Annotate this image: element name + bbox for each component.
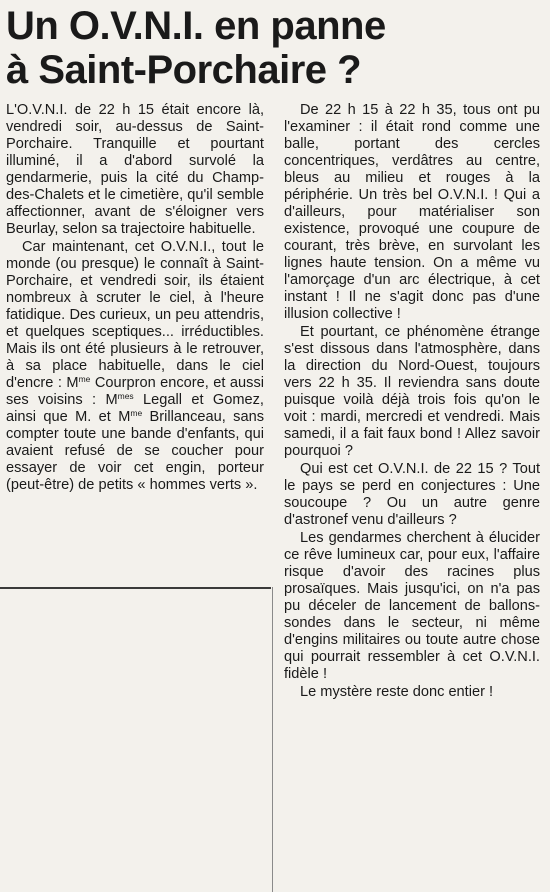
headline-line-1: Un O.V.N.I. en panne — [6, 4, 386, 48]
paragraph-2-part-a: Car maintenant, cet O.V.N.I., tout le monde (ou presque) le connaît à Saint-Porchaire, et vendredi soir, ils étaient nombreux à scruter le ciel, à l'heure fatidique. Des curieux, un peu attendris, et quelques sceptiques... irréductibles. Mais ils ont été plusieurs à le retrouver, à sa place habituelle, dans le ciel d'encre : M — [6, 239, 264, 391]
article-column-left — [6, 102, 264, 495]
superscript-mme-2: me — [130, 408, 143, 418]
paragraph-6: Les gendarmes cherchent à élucider ce rêve lumineux car, pour eux, l'affaire risque d'avoir des racines plus prosaïques. Mais jusqu'ici, on n'a pas pu déceler de lancement de ballons-sondes dans le secteur, ni même d'engins militaires ou toute autre chose qui pourrait ressembler à cet O.V.N.I. fidèle ! — [284, 530, 540, 682]
paragraph-5: Qui est cet O.V.N.I. de 22 15 ? Tout le pays se perd en conjectures : Une soucoupe ? Ou un autre genre d'astronef venu d'ailleurs ? — [284, 461, 540, 528]
headline — [6, 4, 546, 92]
superscript-mmes: mes — [117, 391, 134, 401]
paragraph-2 — [6, 239, 264, 494]
article-column-right — [284, 102, 540, 702]
column-separator-horizontal — [0, 587, 271, 589]
headline-line-2: à Saint-Porchaire ? — [6, 48, 362, 92]
column-separator-vertical — [272, 587, 273, 892]
paragraph-3: De 22 h 15 à 22 h 35, tous ont pu l'examiner : il était rond comme une balle, portant des cercles concentriques, verdâtres au centre, bleus au milieu et rouges à la périphérie. Un très bel O.V.N.I. ! Qui a d'ailleurs, pour matérialiser son existence, provoqué une coupure de courant, très brève, en survolant les lignes haute tension. On a même vu l'amorçage d'un arc électrique, à cet instant ! Il ne s'agit donc pas d'une illusion collective ! — [284, 102, 540, 322]
paragraph-2-part-d: Brillanceau, sans compter toute une bande d'enfants, qui avaient refusé de se coucher pour essayer de voir cet engin, porteur (peut-être) de petits « hommes verts ». — [6, 409, 264, 493]
paragraph-7: Le mystère reste donc entier ! — [300, 684, 494, 700]
paragraph-1: L'O.V.N.I. de 22 h 15 était encore là, vendredi soir, au-dessus de Saint-Porchaire. Tranquille et pourtant illuminé, il a d'abord survolé la gendarmerie, puis la cité du Champ-des-Chalets et le cimetière, qu'il semble affectionner, avant de s'éloigner vers Beurlay, selon sa trajectoire habituelle. — [6, 102, 264, 237]
superscript-mme: me — [78, 374, 91, 384]
paragraph-2-part-c: Legall et Gomez, ainsi que M. et M — [6, 392, 264, 425]
paragraph-4: Et pourtant, ce phénomène étrange s'est dissous dans l'atmosphère, dans la direction du Nord-Ouest, toujours vers 22 h 35. Il reviendra sans doute puisque voilà déjà trois fois qu'on le voit : mardi, mercredi et vendredi. Mais samedi, il a fait faux bond ! Allez savoir pourquoi ? — [284, 324, 540, 459]
paragraph-2-part-b: Courpron encore, et aussi ses voisins : M — [6, 375, 264, 408]
